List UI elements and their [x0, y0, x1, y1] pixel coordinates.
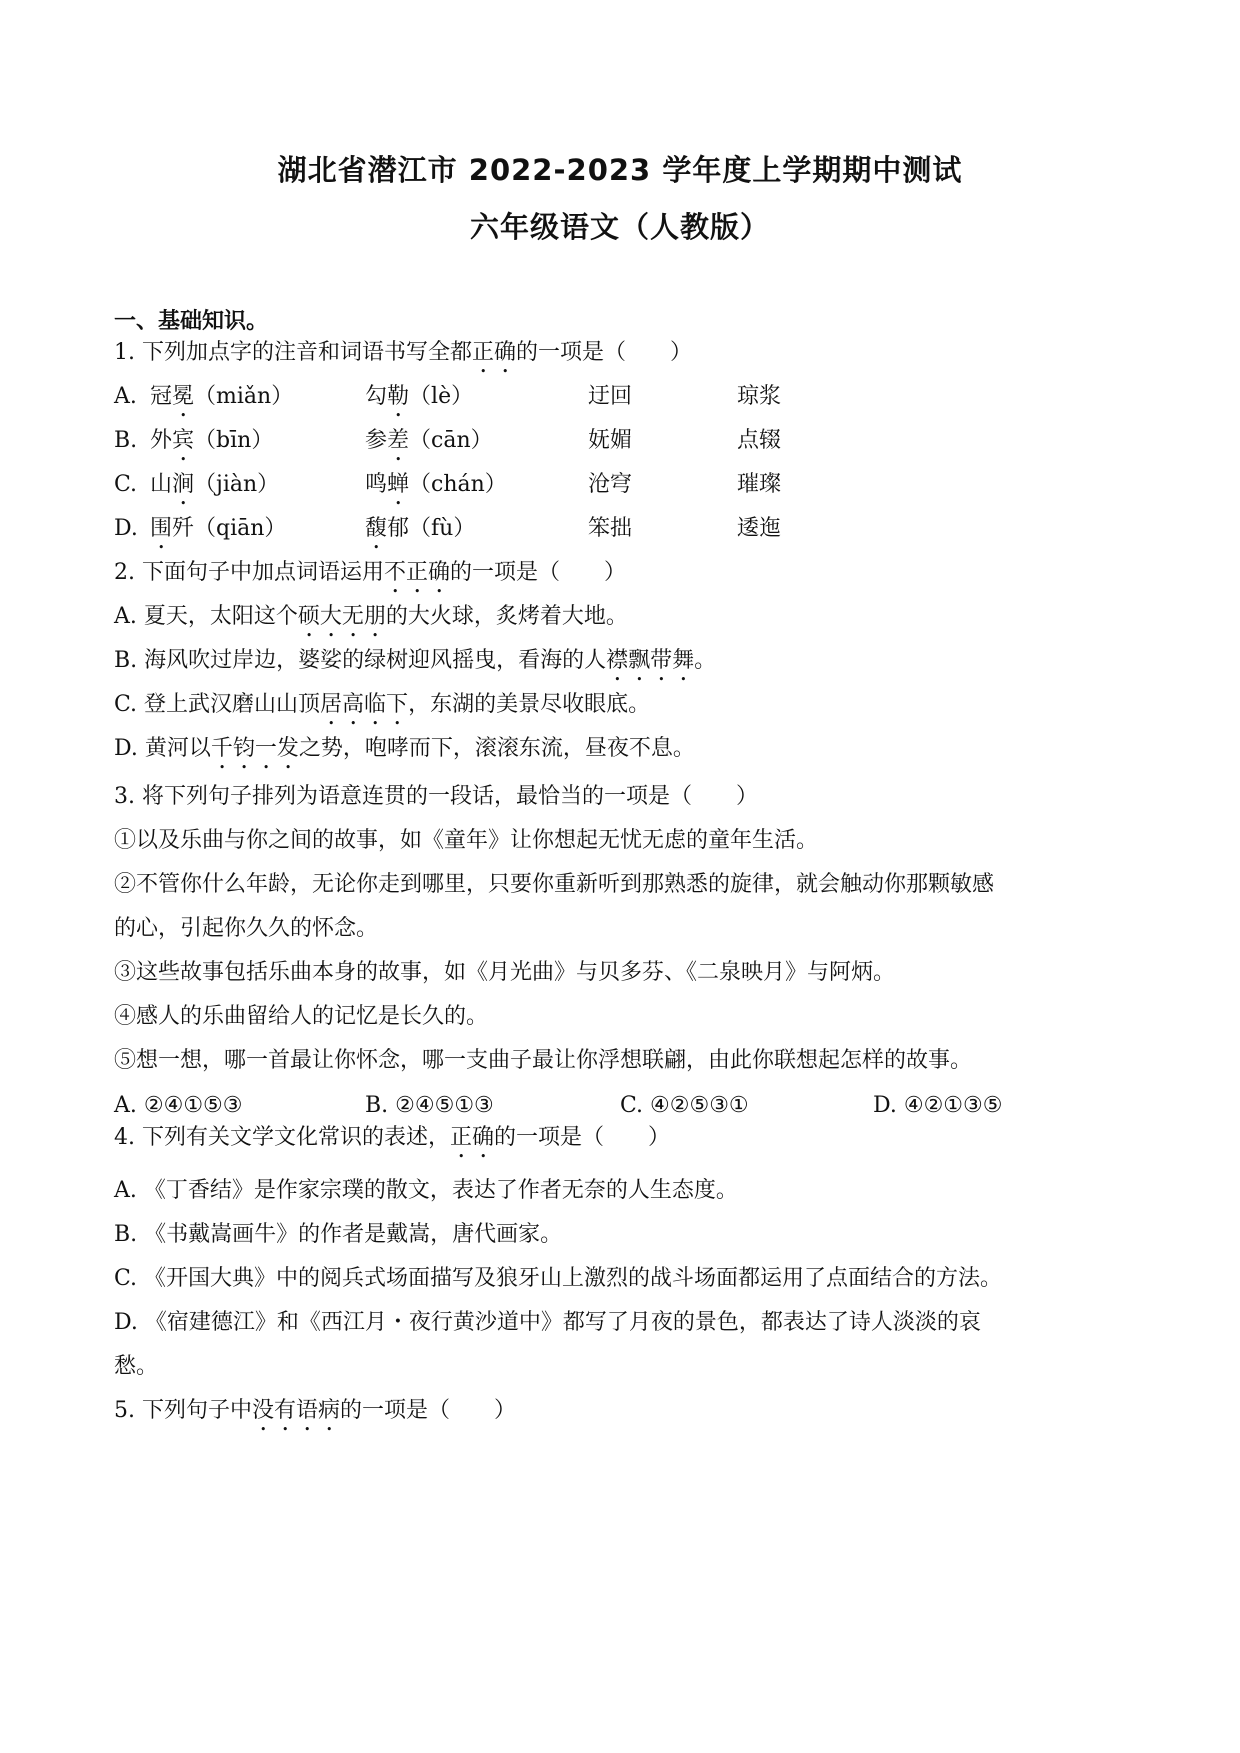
dotted-text: 不正确 — [383, 560, 450, 585]
dotted-text: 宾 — [172, 428, 195, 453]
option-label: A. — [114, 384, 137, 409]
word-text: 歼（qiān） — [172, 516, 287, 541]
sentence-4: ④感人的乐曲留给人的记忆是长久的。 — [114, 1004, 489, 1029]
option-text: C. 登上武汉磨山山顶 — [114, 692, 321, 717]
option-word-2 — [365, 427, 493, 466]
dotted-text: 馥 — [365, 516, 388, 541]
question-5-stem — [114, 1397, 516, 1436]
option-text: ，东湖的美景尽收眼底。 — [408, 692, 651, 717]
question-4-option-d: D. 《宿建德江》和《西江月・夜行黄沙道中》都写了月夜的景色，都表达了诗人淡淡的哀 — [114, 1310, 981, 1335]
word-text: 参 — [365, 428, 388, 453]
dotted-text: 涧 — [172, 472, 195, 497]
stem-text: 2. 下面句子中加点词语运用 — [114, 560, 384, 585]
option-word-1 — [150, 471, 279, 510]
stem-text: 的一项是（ ） — [450, 560, 627, 585]
stem-text: 4. 下列有关文学文化常识的表述， — [114, 1125, 450, 1150]
sentence-5: ⑤想一想，哪一首最让你怀念，哪一支曲子最让你浮想联翩，由此你联想起怎样的故事。 — [114, 1048, 973, 1073]
word-text: 鸣 — [365, 472, 388, 497]
option-word-3: 妩媚 — [588, 428, 633, 453]
question-4-option-c: C. 《开国大典》中的阅兵式场面描写及狼牙山上激烈的战斗场面都运用了点面结合的方法。 — [114, 1266, 1003, 1291]
option-text: B. 海风吹过岸边，婆娑的绿树迎风摇曳，看海的人 — [114, 648, 607, 673]
word-text: （chán） — [409, 472, 507, 497]
question-4-stem — [114, 1124, 670, 1163]
stem-text: 的一项是（ ） — [494, 1125, 671, 1150]
question-4-option-b: B. 《书戴嵩画牛》的作者是戴嵩，唐代画家。 — [114, 1222, 563, 1247]
dotted-text: 勒 — [387, 384, 410, 409]
option-word-2 — [365, 515, 475, 554]
dotted-text: 差 — [387, 428, 410, 453]
option-text: 的大火球，炙烤着大地。 — [385, 604, 628, 629]
option-word-3: 沧穹 — [588, 472, 633, 497]
option-label: D. — [114, 516, 138, 541]
dotted-text: 正确 — [450, 1125, 495, 1150]
question-3-option-d: D. ④②①③⑤ — [873, 1093, 1003, 1118]
word-text: （miǎn） — [194, 384, 294, 409]
option-word-2 — [365, 471, 507, 510]
option-text: 之势，咆哮而下，滚滚东流，昼夜不息。 — [298, 736, 695, 761]
dotted-text: 千钧一发 — [210, 736, 299, 761]
question-1-stem — [114, 339, 692, 378]
word-text: （jiàn） — [194, 472, 280, 497]
option-text: D. 黄河以 — [114, 736, 211, 761]
option-word-4: 逶迤 — [737, 516, 782, 541]
option-label: C. — [114, 472, 138, 497]
stem-text: 的一项是（ ） — [516, 340, 693, 365]
word-text: （lè） — [409, 384, 474, 409]
sentence-2: ②不管你什么年龄，无论你走到哪里，只要你重新听到那熟悉的旋律，就会触动你那颗敏感 — [114, 872, 995, 897]
option-word-3: 笨拙 — [588, 516, 633, 541]
option-word-4: 点辍 — [737, 428, 782, 453]
section-heading: 一、基础知识。 — [114, 309, 269, 334]
page-title: 湖北省潜江市 2022-2023 学年度上学期期中测试 — [277, 153, 963, 187]
question-4-option-a: A. 《丁香结》是作家宗璞的散文，表达了作者无奈的人生态度。 — [114, 1178, 738, 1203]
word-text: 冠 — [150, 384, 173, 409]
option-word-4: 璀璨 — [737, 472, 782, 497]
option-text: A. 夏天，太阳这个 — [114, 604, 298, 629]
question-2-option-d — [114, 735, 695, 774]
dotted-text: 蝉 — [387, 472, 410, 497]
question-3-stem: 3. 将下列句子排列为语意连贯的一段话，最恰当的一项是（ ） — [114, 784, 758, 809]
question-3-option-a: A. ②④①⑤③ — [114, 1093, 243, 1118]
option-word-3: 迂回 — [588, 384, 633, 409]
word-text: 勾 — [365, 384, 388, 409]
question-2-option-c — [114, 691, 650, 730]
sentence-1: ①以及乐曲与你之间的故事，如《童年》让你想起无忧无虑的童年生活。 — [114, 828, 819, 853]
question-3-option-b: B. ②④⑤①③ — [365, 1093, 494, 1118]
sentence-2-continued: 的心，引起你久久的怀念。 — [114, 916, 379, 941]
stem-text: 5. 下列句子中 — [114, 1398, 252, 1423]
dotted-text: 襟飘带舞 — [606, 648, 695, 673]
dotted-text: 居高临下 — [320, 692, 409, 717]
dotted-text: 没有语病 — [251, 1398, 340, 1423]
sentence-3: ③这些故事包括乐曲本身的故事，如《月光曲》与贝多芬、《二泉映月》与阿炳。 — [114, 960, 896, 985]
option-word-1 — [150, 383, 293, 422]
question-2-option-b — [114, 647, 716, 686]
page-subtitle: 六年级语文（人教版） — [469, 210, 770, 244]
word-text: （bīn） — [194, 428, 274, 453]
stem-text: 的一项是（ ） — [340, 1398, 517, 1423]
word-text: 外 — [150, 428, 173, 453]
stem-text: 1. 下列加点字的注音和词语书写全都 — [114, 340, 472, 365]
question-3-option-c: C. ④②⑤③① — [620, 1093, 749, 1118]
option-word-2 — [365, 383, 473, 422]
option-word-1 — [150, 427, 273, 466]
question-4-option-d-continued: 愁。 — [114, 1354, 159, 1379]
dotted-text: 正确 — [472, 340, 517, 365]
word-text: （cān） — [409, 428, 493, 453]
question-2-stem — [114, 559, 626, 598]
word-text: 郁（fù） — [387, 516, 476, 541]
word-text: 山 — [150, 472, 173, 497]
dotted-text: 冕 — [172, 384, 195, 409]
option-word-4: 琼浆 — [737, 384, 782, 409]
question-2-option-a — [114, 603, 628, 642]
option-text: 。 — [694, 648, 717, 673]
dotted-text: 围 — [150, 516, 173, 541]
option-label: B. — [114, 428, 138, 453]
option-word-1 — [150, 515, 286, 554]
dotted-text: 硕大无朋 — [297, 604, 386, 629]
